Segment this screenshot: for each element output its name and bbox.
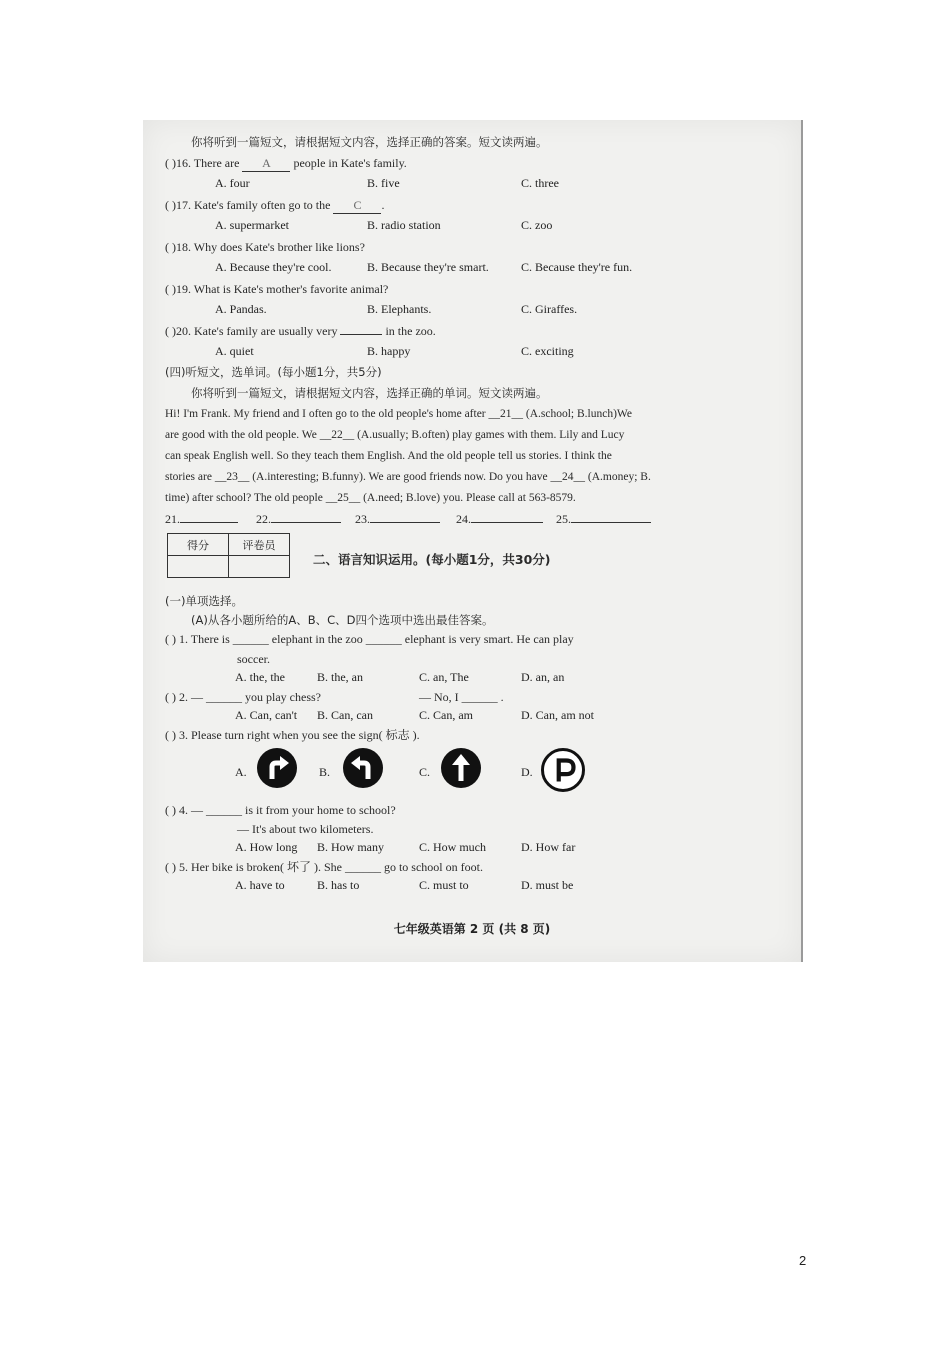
option: C. an, The [419,670,469,684]
passage-line: stories are __23__ (A.interesting; B.funny). We are good friends now. Do you have __24__ (A.money; B. [165,471,651,483]
page-footer: 七年级英语第 2 页 (共 8 页) [393,922,551,936]
sign-label-c: C. [419,765,431,779]
option: C. exciting [521,344,574,358]
mc-question-5: ( ) 5. Her bike is broken( 坏了 ). She ______ go to school on foot. [165,860,483,874]
option: B. has to [317,878,360,892]
option: D. must be [521,878,574,892]
grader-cell [229,556,290,578]
mc-question-1-cont: soccer. [237,652,270,666]
turn-right-sign-icon [257,748,297,788]
option: A. Can, can't [235,708,298,722]
parking-sign-icon [541,748,585,792]
passage-line: are good with the old people. We __22__ (A.usually; B.often) play games with them. Lily and Lucy [165,429,625,441]
sign-label-a: A. [235,765,247,779]
option: A. the, the [235,670,285,684]
page-number: 2 [799,1253,807,1268]
part4-intro: 你将听到一篇短文，请根据短文内容，选择正确的答案。短文读两遍。 [191,135,548,149]
option: A. quiet [215,344,254,358]
option: C. three [521,176,559,190]
mc-question-2-reply: — No, I ______ . [419,690,504,704]
option: C. Giraffes. [521,302,578,316]
answer-blank-23: 23. [355,511,440,527]
grader-header: 评卷员 [229,534,290,556]
question-19: ( )19. What is Kate's mother's favorite animal? [165,282,389,296]
answer-blank-24: 24. [456,511,543,527]
option: A. Pandas. [215,302,267,316]
section2-title: 二、语言知识运用。(每小题1分，共30分) [313,552,551,567]
score-table [167,533,290,578]
option: A. How long [235,840,298,854]
straight-ahead-sign-icon [441,748,481,788]
sign-label-b: B. [319,765,331,779]
section2-instr: (A)从各小题所给的A、B、C、D四个选项中选出最佳答案。 [191,613,494,627]
part5-heading: (四)听短文，选单词。(每小题1分，共5分) [165,365,382,379]
mc-question-4: ( ) 4. — ______ is it from your home to school? [165,803,396,817]
option: D. an, an [521,670,565,684]
answer-blank-21: 21. [165,511,238,527]
question-16: ( )16. There are A people in Kate's family. [165,156,407,170]
score-header: 得分 [168,534,229,556]
option: B. five [367,176,400,190]
mc-question-2: ( ) 2. — ______ you play chess? [165,690,321,704]
option: C. must to [419,878,469,892]
option: B. How many [317,840,384,854]
passage-line: can speak English well. So they teach them English. And the old people tell us stories. I think the [165,450,612,462]
turn-left-sign-icon [343,748,383,788]
option: B. the, an [317,670,363,684]
question-17: ( )17. Kate's family often go to the C . [165,198,385,212]
option: B. happy [367,344,411,358]
option: C. How much [419,840,486,854]
mc-question-1: ( ) 1. There is ______ elephant in the zoo ______ elephant is very smart. He can play [165,632,574,646]
option: C. zoo [521,218,553,232]
mc-question-4-reply: — It's about two kilometers. [237,822,374,836]
option: A. four [215,176,250,190]
passage-line: time) after school? The old people __25__ (A.need; B.love) you. Please call at 563-8579. [165,492,576,504]
sign-label-d: D. [521,765,533,779]
option: C. Because they're fun. [521,260,633,274]
option: D. How far [521,840,576,854]
section2-sub: (一)单项选择。 [165,594,243,608]
question-20: ( )20. Kate's family are usually very in the zoo. [165,324,436,338]
answer-blank-22: 22. [256,511,341,527]
option: D. Can, am not [521,708,594,722]
answer-blank-25: 25. [556,511,651,527]
part5-intro: 你将听到一篇短文，请根据短文内容，选择正确的单词。短文读两遍。 [191,386,548,400]
option: B. Can, can [317,708,373,722]
option: A. have to [235,878,285,892]
question-18: ( )18. Why does Kate's brother like lions? [165,240,365,254]
mc-question-3: ( ) 3. Please turn right when you see the sign( 标志 ). [165,728,420,742]
scanned-exam-page [143,120,803,962]
option: A. supermarket [215,218,289,232]
option: B. Because they're smart. [367,260,489,274]
score-cell [168,556,229,578]
option: A. Because they're cool. [215,260,332,274]
option: B. radio station [367,218,441,232]
passage-line: Hi! I'm Frank. My friend and I often go to the old people's home after __21__ (A.school; B.lunch)We [165,408,632,420]
option: C. Can, am [419,708,473,722]
option: B. Elephants. [367,302,432,316]
